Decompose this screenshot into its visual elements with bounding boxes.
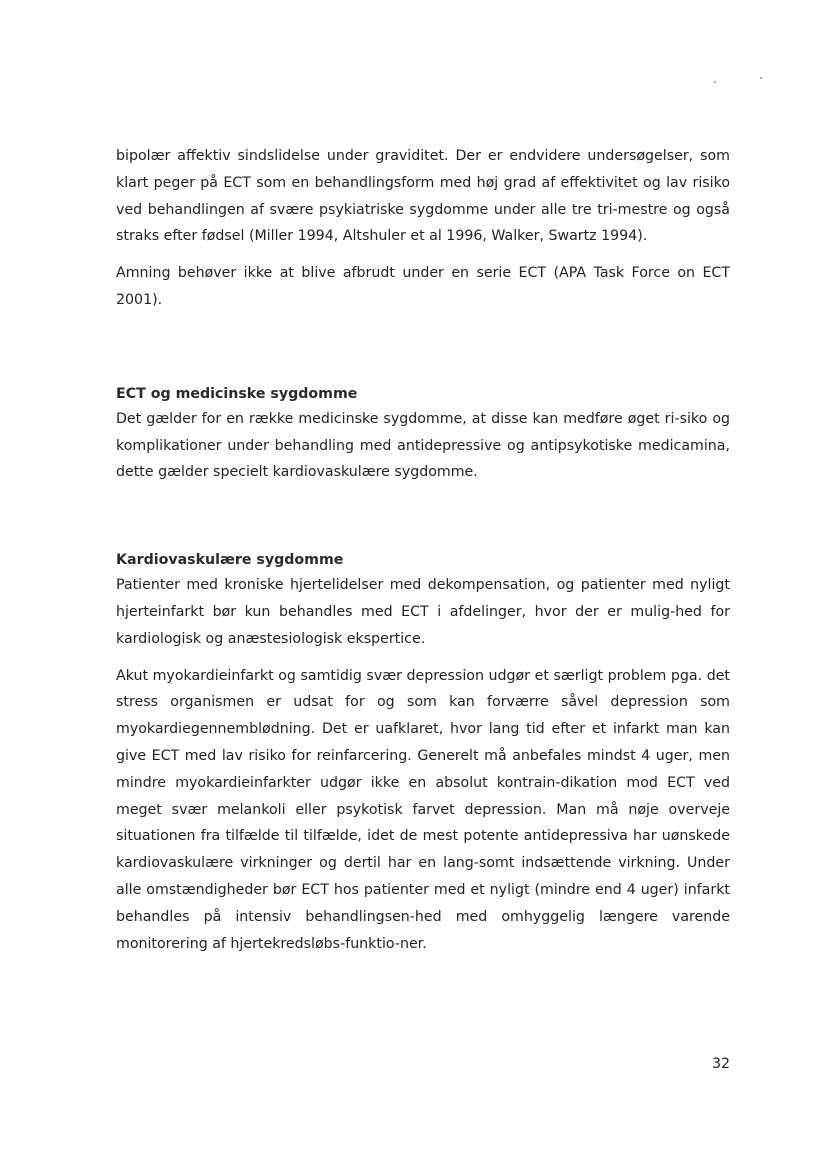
scan-speck — [714, 81, 716, 83]
paragraph-breastfeeding: Amning behøver ikke at blive afbrudt under en serie ECT (APA Task Force on ECT 2001). — [116, 265, 730, 308]
section-heading-medical-diseases: ECT og medicinske sygdomme — [116, 385, 358, 402]
paragraph-cardiovascular-1: Patienter med kroniske hjertelidelser med dekompensation, og patienter med nyligt hjerteinfarkt bør kun behandles med ECT i afdelinger, hvor der er mulig-hed for kardiologisk og anæstesiologisk ekspertice. — [116, 577, 730, 647]
page-content — [116, 143, 730, 957]
paragraph-medical-diseases: Det gælder for en række medicinske sygdomme, at disse kan medføre øget ri-siko og komplikationer under behandling med antidepressive og antipsykotiske medicamina, dette gælder specielt kardiovaskulære sygdomme. — [116, 410, 730, 481]
paragraph-pregnancy: bipolær affektiv sindslidelse under graviditet. Der er endvidere undersøgelser, som klart peger på ECT som en behandlingsform med høj grad af effektivitet og lav risiko ved behandlingen af svære psykiatriske sygdomme under alle tre tri-mestre og også straks efter fødsel (Miller 1994, Altshuler et al 1996, Walker, Swartz 1994). — [116, 148, 730, 245]
scan-speck — [760, 77, 762, 79]
page-number: 32 — [711, 1056, 730, 1072]
section-heading-cardiovascular: Kardiovaskulære sygdomme — [116, 552, 344, 569]
paragraph-cardiovascular-2: Akut myokardieinfarkt og samtidig svær depression udgør et særligt problem pga. det stress organismen er udsat for og som kan forværre såvel depression som myokardiegennemblødning. Det er uafklaret, hvor lang tid efter et infarkt man kan give ECT med lav risiko for reinfarcering. Generelt må anbefales mindst 4 uger, men mindre myokardieinfarkter udgør ikke en absolut kontrain-dikation mod ECT ved meget svær melankoli eller psykotisk farvet depression. Man må nøje overveje situationen fra tilfælde til tilfælde, idet de mest potente antidepressiva har uønskede kardiovaskulære virkninger og dertil har en lang-somt indsættende virkning. Under alle omstændigheder bør ECT hos patienter med et nyligt (mindre end 4 uger) infarkt behandles på intensiv behandlingsen-hed med omhyggelig længere varende monitorering af hjertekredsløbs-funktio-ner. — [116, 667, 730, 952]
